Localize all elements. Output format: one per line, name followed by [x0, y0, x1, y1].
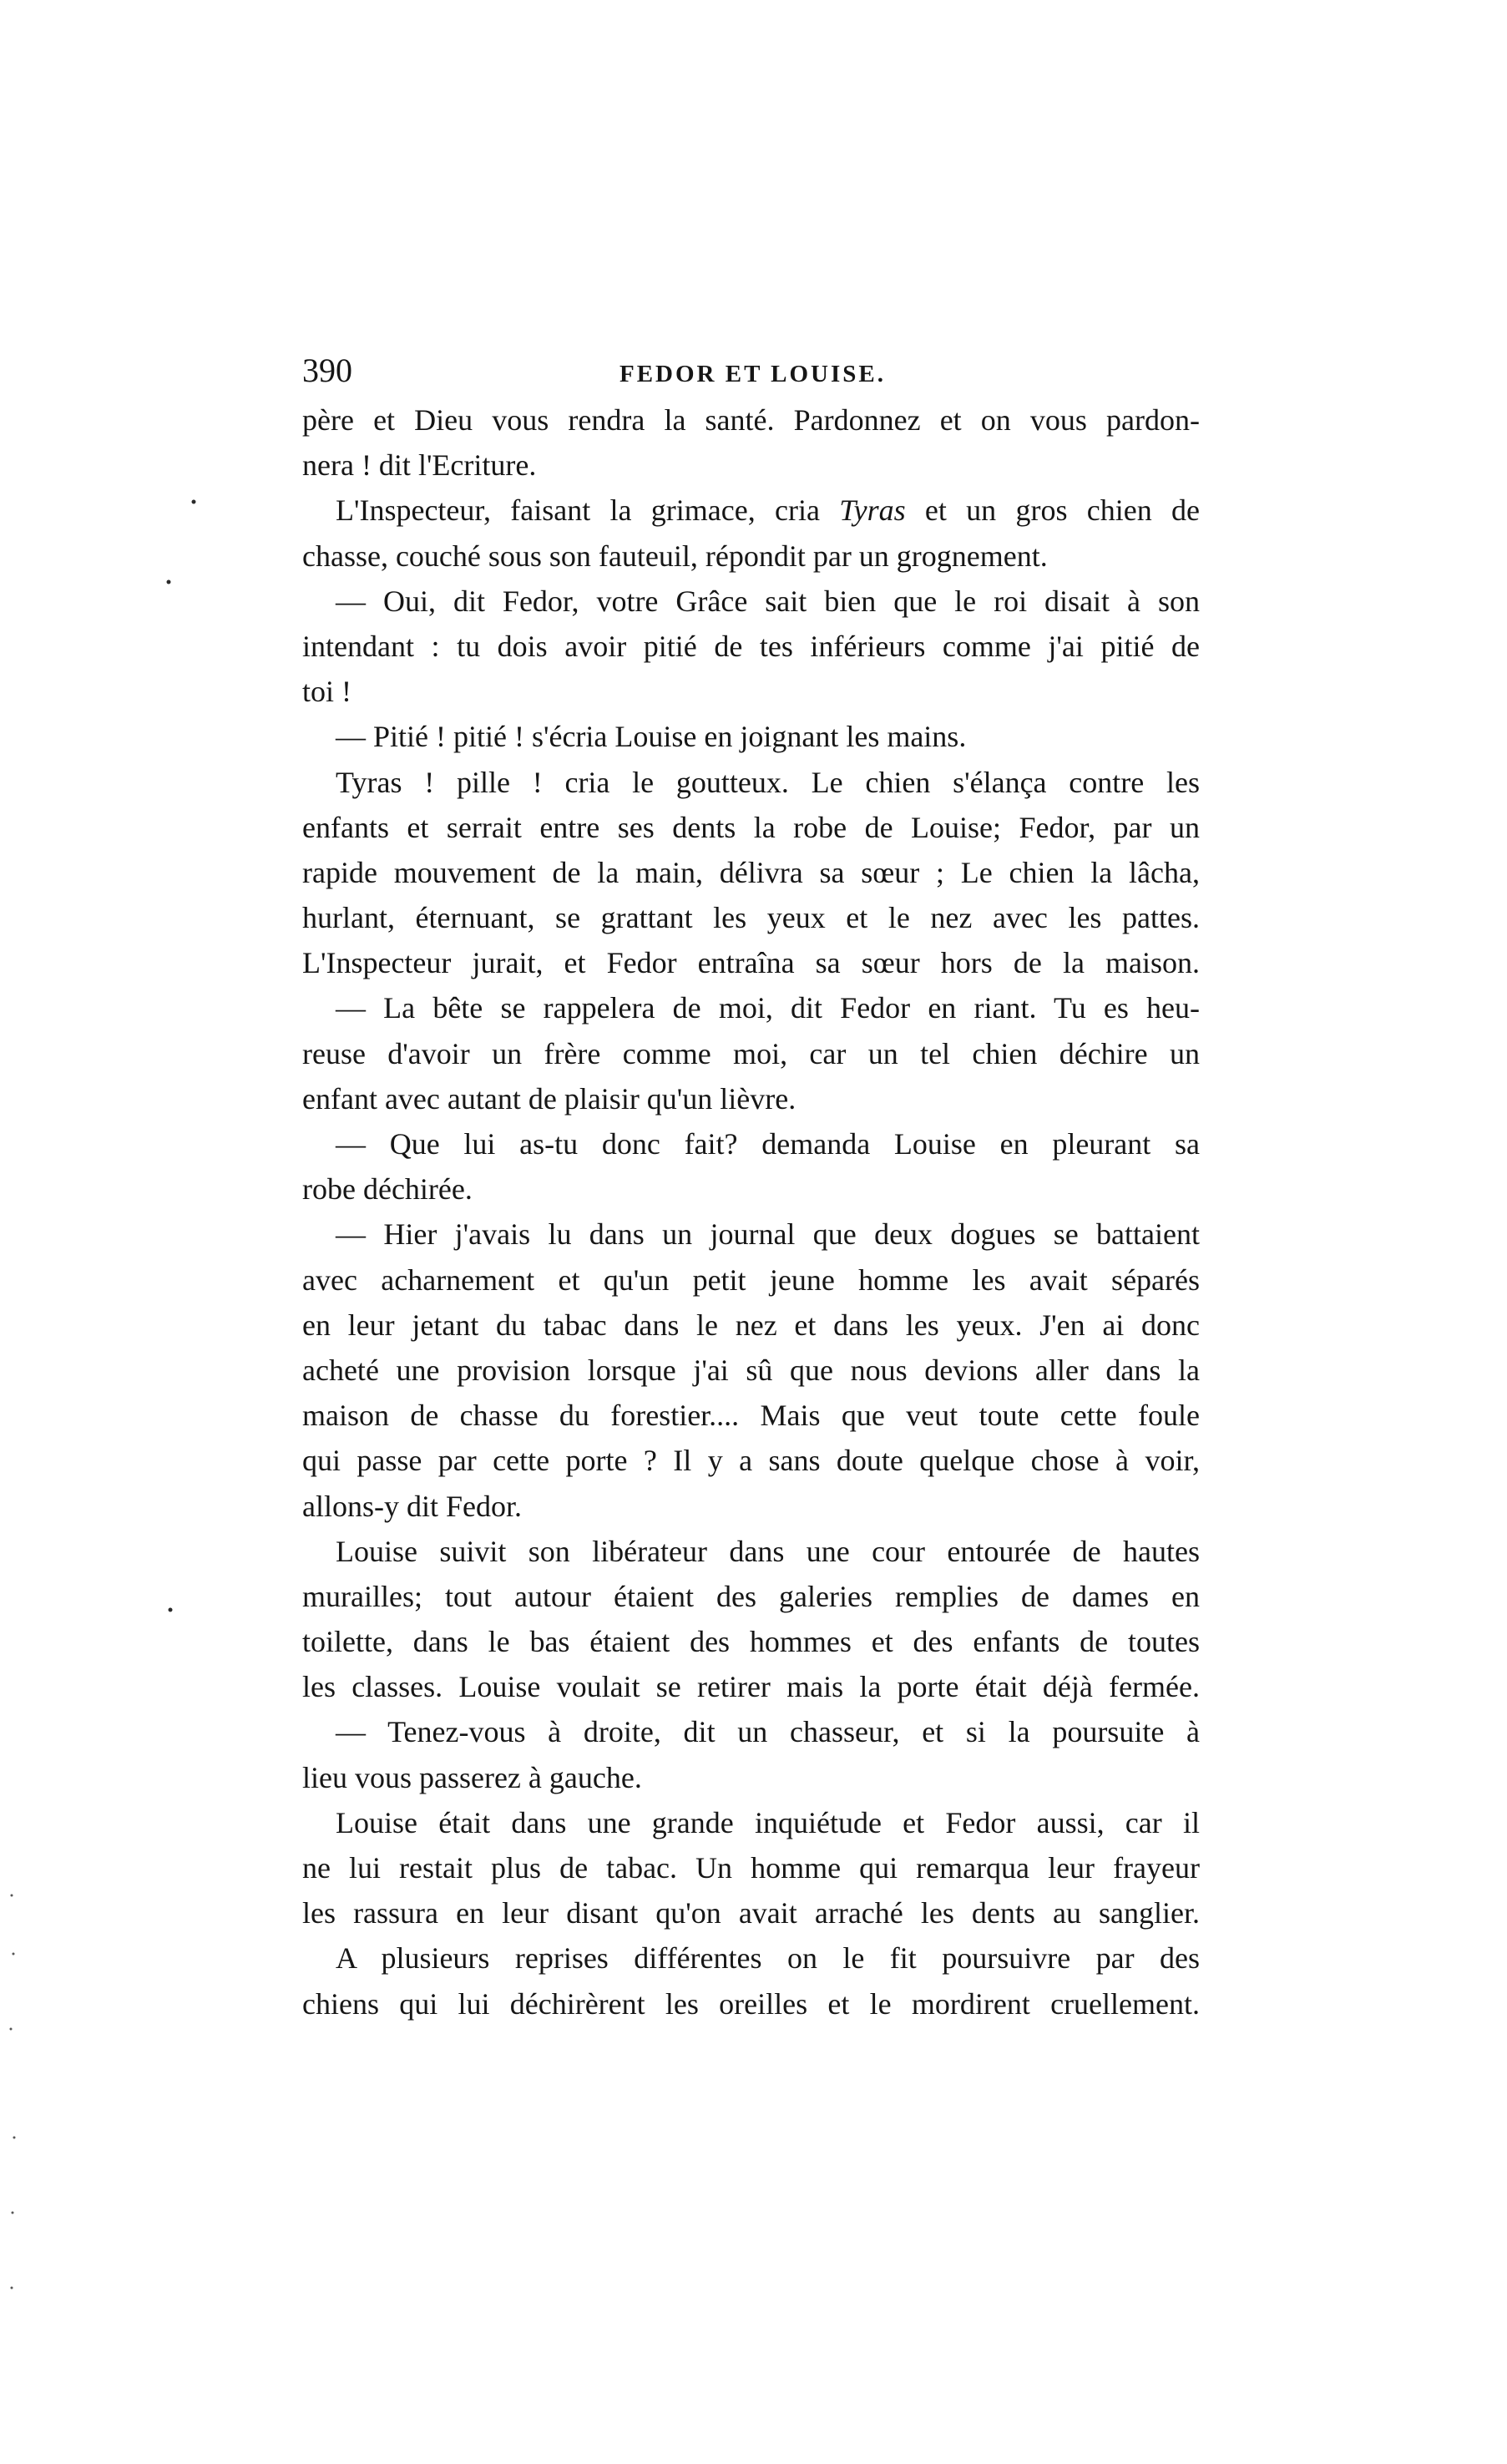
- page-number: 390: [302, 352, 352, 389]
- text-line: maison de chasse du forestier.... Mais que veut toute cette foule: [302, 1399, 1200, 1433]
- text-line: acheté une provision lorsque j'ai sû que nous devions aller dans la: [302, 1353, 1200, 1387]
- text-line: chasse, couché sous son fauteuil, répondit par un grognement.: [302, 539, 1048, 573]
- text-line: rapide mouvement de la main, délivra sa sœur ; Le chien la lâcha,: [302, 855, 1200, 889]
- text-line: A plusieurs reprises différentes on le fit poursuivre par des: [336, 1941, 1200, 1976]
- text-line: enfants et serrait entre ses dents la robe de Louise; Fedor, par un: [302, 810, 1200, 844]
- text-line: — Que lui as-tu donc fait? demanda Louise en pleurant sa: [336, 1127, 1200, 1161]
- text-line: — Pitié ! pitié ! s'écria Louise en joignant les mains.: [336, 720, 967, 754]
- running-title: FEDOR ET LOUISE.: [619, 361, 887, 387]
- text-line: hurlant, éternuant, se grattant les yeux et le nez avec les pattes.: [302, 901, 1200, 935]
- page-header: [302, 347, 1200, 394]
- text-line: — Oui, dit Fedor, votre Grâce sait bien que le roi disait à son: [336, 584, 1200, 618]
- text-line: les rassura en leur disant qu'on avait arraché les dents au sanglier.: [302, 1896, 1200, 1930]
- body-text: [302, 397, 1200, 2026]
- text-line: Louise suivit son libérateur dans une cour entourée de hautes: [336, 1534, 1200, 1568]
- text-line: en leur jetant du tabac dans le nez et dans les yeux. J'en ai donc: [302, 1308, 1200, 1342]
- text-line: qui passe par cette porte ? Il y a sans doute quelque chose à voir,: [302, 1444, 1200, 1478]
- text-line: L'Inspecteur, faisant la grimace, cria Tyras et un gros chien de: [336, 493, 1200, 528]
- text-line: avec acharnement et qu'un petit jeune homme les avait séparés: [302, 1262, 1200, 1297]
- text-line: Louise était dans une grande inquiétude et Fedor aussi, car il: [336, 1805, 1200, 1839]
- text-line: nera ! dit l'Ecriture.: [302, 448, 537, 483]
- text-line: robe déchirée.: [302, 1172, 473, 1207]
- dog-name-italic: Tyras: [839, 493, 906, 528]
- text-line: — Tenez-vous à droite, dit un chasseur, et si la poursuite à: [336, 1715, 1200, 1749]
- text-line: toi !: [302, 675, 351, 709]
- text-line: intendant : tu dois avoir pitié de tes inférieurs comme j'ai pitié de: [302, 629, 1200, 663]
- text-line: les classes. Louise voulait se retirer mais la porte était déjà fermée.: [302, 1670, 1200, 1704]
- text-line: toilette, dans le bas étaient des hommes et des enfants de toutes: [302, 1625, 1200, 1659]
- text-line: reuse d'avoir un frère comme moi, car un tel chien déchire un: [302, 1036, 1200, 1070]
- text-line: murailles; tout autour étaient des galeries remplies de dames en: [302, 1579, 1200, 1613]
- text-line: Tyras ! pille ! cria le goutteux. Le chien s'élança contre les: [336, 765, 1200, 799]
- text-line: — La bête se rappelera de moi, dit Fedor en riant. Tu es heu-: [336, 991, 1200, 1025]
- text-line: ne lui restait plus de tabac. Un homme qui remarqua leur frayeur: [302, 1851, 1200, 1885]
- text-line: L'Inspecteur jurait, et Fedor entraîna sa sœur hors de la maison.: [302, 946, 1200, 980]
- text-line: allons-y dit Fedor.: [302, 1489, 522, 1523]
- text-line: père et Dieu vous rendra la santé. Pardonnez et on vous pardon-: [302, 403, 1200, 437]
- text-line: enfant avec autant de plaisir qu'un lièvre.: [302, 1081, 796, 1116]
- text-line: — Hier j'avais lu dans un journal que deux dogues se battaient: [336, 1217, 1200, 1252]
- text-line: lieu vous passerez à gauche.: [302, 1760, 642, 1794]
- text-line: chiens qui lui déchirèrent les oreilles et le mordirent cruellement.: [302, 1986, 1200, 2021]
